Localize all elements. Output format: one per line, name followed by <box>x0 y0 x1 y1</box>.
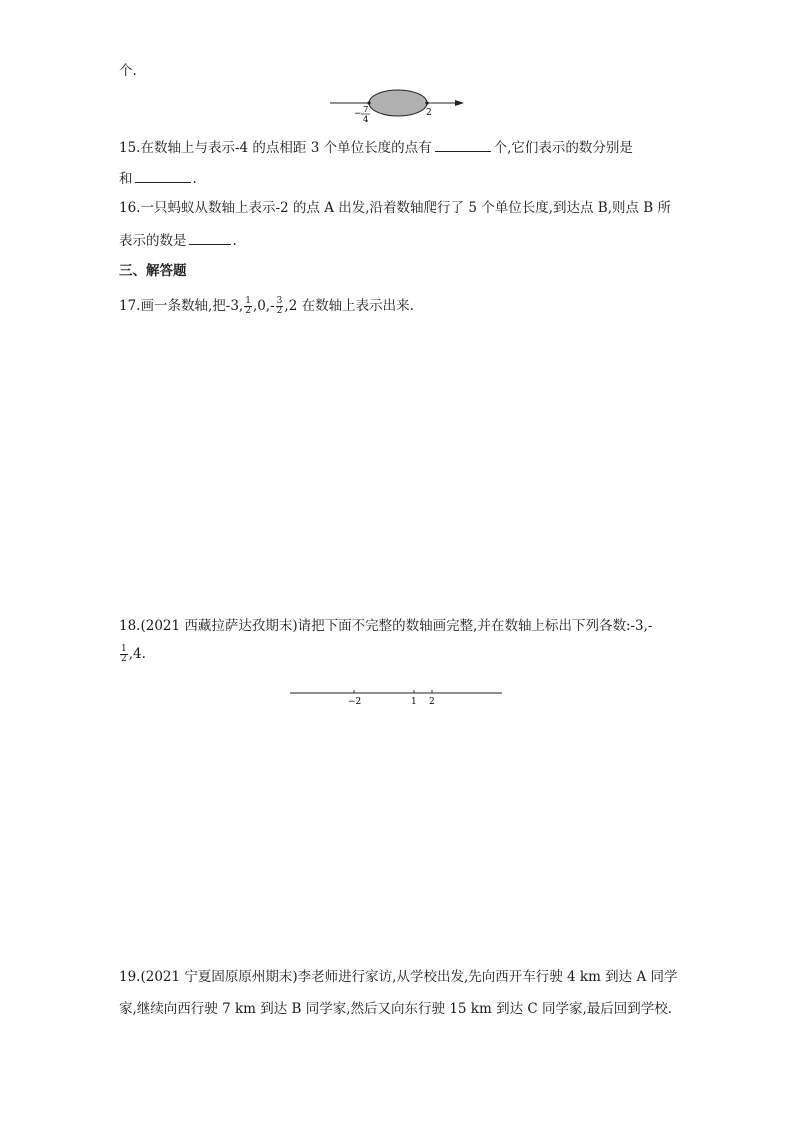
q15-text-a: 15.在数轴上与表示-4 的点相距 3 个单位长度的点有 <box>119 140 432 156</box>
q17-text-b: ,0,- <box>252 298 275 314</box>
q18-tick-label-1: 1 <box>411 697 417 707</box>
q18-line2 <box>119 645 146 664</box>
q18-line1: 18.(2021 西藏拉萨达孜期末)请把下面不完整的数轴画完整,并在数轴上标出下列各数:-3,- <box>119 618 653 634</box>
q14-left-sign: − <box>354 109 362 119</box>
q17-line <box>119 297 414 316</box>
q18-number-line-figure <box>288 686 506 708</box>
q15-text-b: 个,它们表示的数分别是 <box>493 140 633 156</box>
q17-text-c: ,2 在数轴上表示出来. <box>284 298 414 314</box>
arrow-icon <box>455 100 464 106</box>
q15-text-end: . <box>192 171 197 187</box>
q16-blank[interactable] <box>189 230 231 245</box>
q14-left-numerator: 7 <box>363 105 369 115</box>
q14-left-denominator: 4 <box>363 115 369 125</box>
q17-text-a: 17.画一条数轴,把-3, <box>119 298 244 314</box>
q18-fraction-half: $\frac{1}{2}$ <box>121 644 127 664</box>
section-heading: 三、解答题 <box>119 263 187 279</box>
q14-shaded-ellipse <box>369 90 427 116</box>
q18-tick-label-neg2: −2 <box>348 697 362 707</box>
q14-right-label: 2 <box>426 108 432 118</box>
q19-line2: 家,继续向西行驶 7 km 到达 B 同学家,然后又向东行驶 15 km 到达 C 同学家,最后回到学校. <box>119 1001 673 1017</box>
q16-line2 <box>119 230 237 250</box>
q16-line1: 16.一只蚂蚁从数轴上表示-2 的点 A 出发,沿着数轴爬行了 5 个单位长度,到达点 B,则点 B 所 <box>119 200 672 216</box>
q15-blank-count[interactable] <box>435 137 491 152</box>
q14-number-line-figure <box>326 88 471 128</box>
q14-right-point <box>425 101 428 104</box>
q15-line2 <box>119 168 197 188</box>
q19-line1: 19.(2021 宁夏固原原州期末)李老师进行家访,从学校出发,先向西开车行驶 4 km 到达 A 同学 <box>119 969 678 985</box>
q16-text-a: 表示的数是 <box>119 233 187 249</box>
q18-line2-tail: ,4. <box>128 646 146 662</box>
q16-text-end: . <box>232 233 237 249</box>
q15-text-c: 和 <box>119 171 133 187</box>
q15-blank-values[interactable] <box>135 168 191 183</box>
q17-fraction-three-halves: $\frac{3}{2}$ <box>276 296 283 316</box>
q17-fraction-half: $\frac{1}{2}$ <box>245 296 251 316</box>
q15-line1 <box>119 137 633 157</box>
q14-tail: 个. <box>119 63 137 79</box>
q18-tick-label-2: 2 <box>429 697 435 707</box>
